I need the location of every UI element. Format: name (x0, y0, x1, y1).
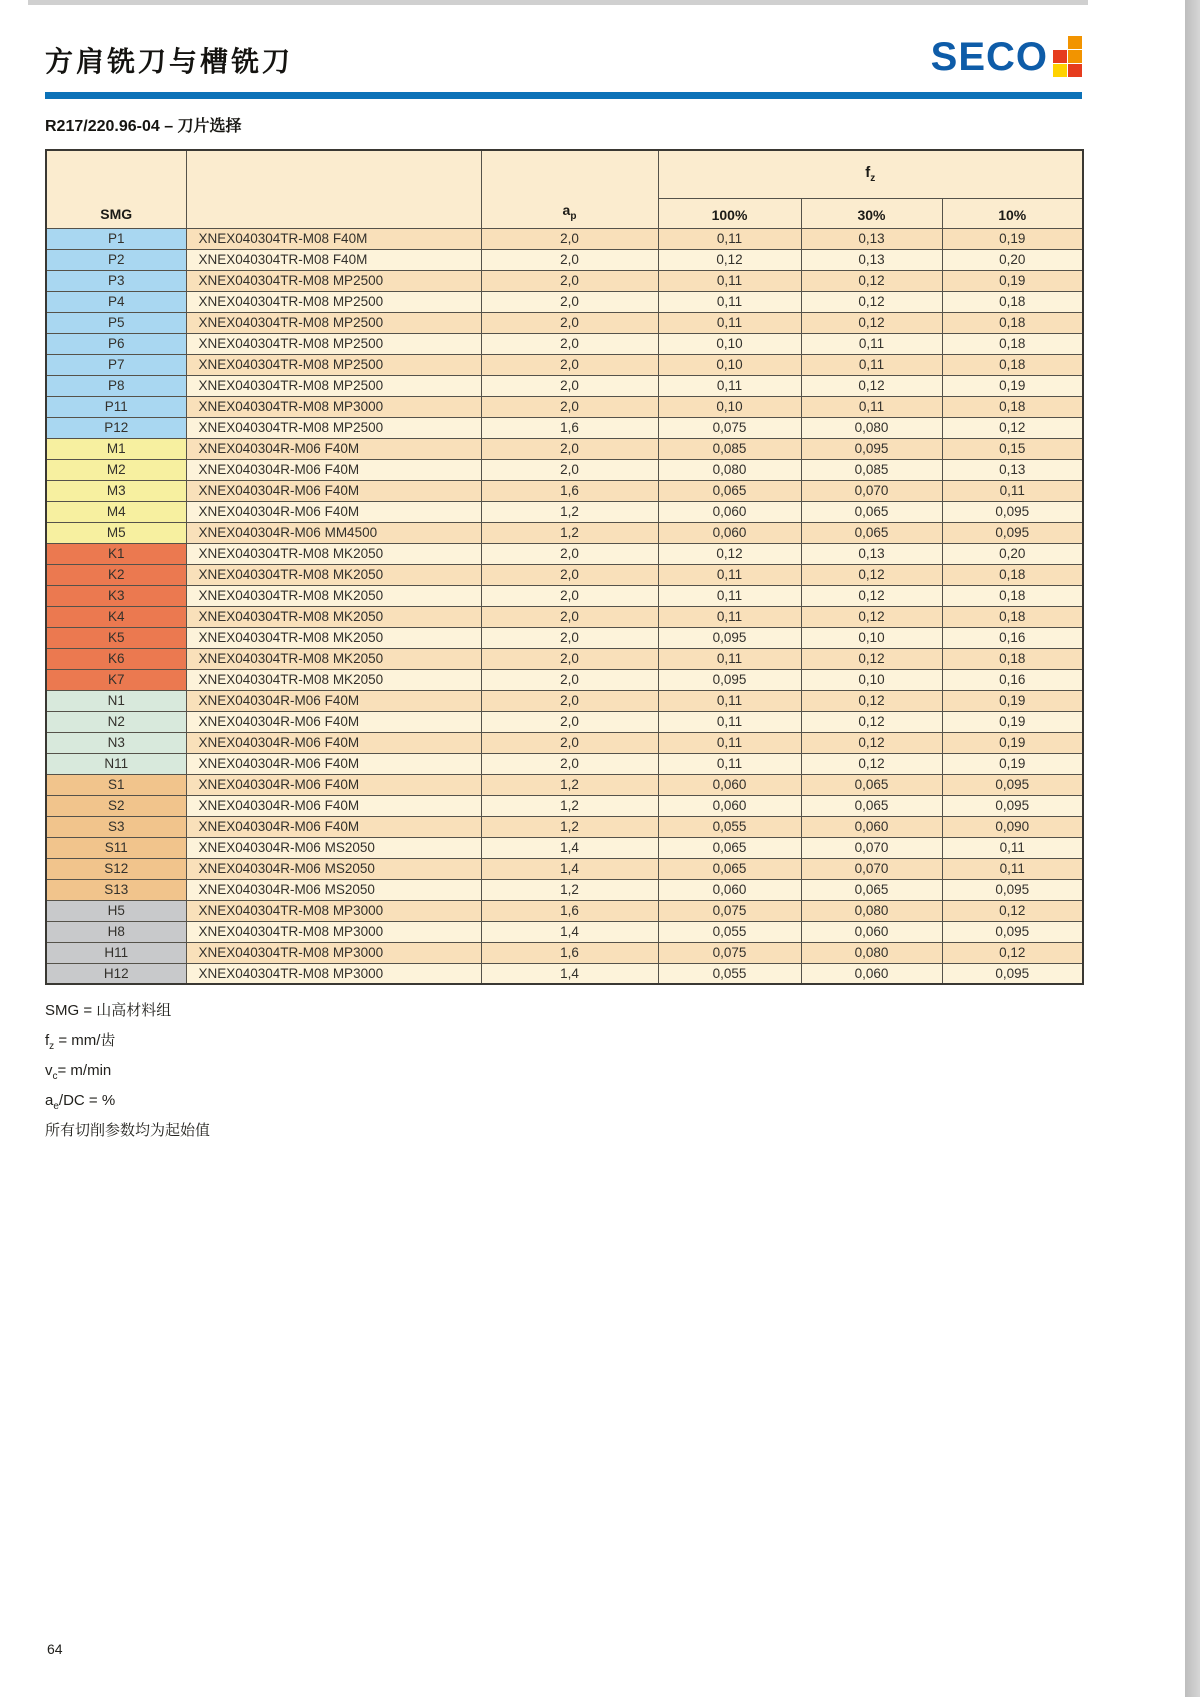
fz100-cell: 0,11 (658, 564, 801, 585)
fz30-cell: 0,12 (801, 606, 942, 627)
insert-cell: XNEX040304R-M06 F40M (186, 501, 481, 522)
fz30-cell: 0,060 (801, 816, 942, 837)
fz10-cell: 0,095 (942, 879, 1083, 900)
page-number: 64 (47, 1641, 63, 1657)
table-row (46, 438, 1083, 459)
fz100-cell: 0,12 (658, 249, 801, 270)
fz30-cell: 0,12 (801, 375, 942, 396)
fz10-cell: 0,095 (942, 963, 1083, 984)
smg-cell: S12 (46, 858, 186, 879)
fz10-cell: 0,095 (942, 501, 1083, 522)
insert-cell: XNEX040304TR-M08 F40M (186, 228, 481, 249)
table-row (46, 291, 1083, 312)
insert-cell: XNEX040304R-M06 F40M (186, 753, 481, 774)
page-title: 方肩铣刀与槽铣刀 (45, 46, 294, 77)
table-row (46, 417, 1083, 438)
fz30-cell: 0,065 (801, 795, 942, 816)
smg-cell: M2 (46, 459, 186, 480)
fz10-cell: 0,18 (942, 333, 1083, 354)
seco-logo-text: SECO (930, 34, 1048, 79)
fz10-cell: 0,18 (942, 564, 1083, 585)
ap-cell: 1,2 (481, 774, 658, 795)
smg-cell: K6 (46, 648, 186, 669)
fz30-cell: 0,12 (801, 711, 942, 732)
fz100-cell: 0,060 (658, 501, 801, 522)
ap-cell: 2,0 (481, 564, 658, 585)
ap-cell: 2,0 (481, 459, 658, 480)
fz100-cell: 0,065 (658, 858, 801, 879)
ap-cell: 1,2 (481, 879, 658, 900)
fz100-cell: 0,075 (658, 417, 801, 438)
fz30-cell: 0,12 (801, 291, 942, 312)
fz10-cell: 0,19 (942, 270, 1083, 291)
fz10-cell: 0,18 (942, 648, 1083, 669)
smg-cell: M4 (46, 501, 186, 522)
table-row (46, 753, 1083, 774)
smg-cell: S11 (46, 837, 186, 858)
fz10-cell: 0,19 (942, 375, 1083, 396)
fz100-cell: 0,11 (658, 711, 801, 732)
smg-cell: M3 (46, 480, 186, 501)
table-row (46, 228, 1083, 249)
smg-cell: K2 (46, 564, 186, 585)
fz100-cell: 0,085 (658, 438, 801, 459)
smg-cell: P7 (46, 354, 186, 375)
smg-cell: H11 (46, 942, 186, 963)
table-row (46, 690, 1083, 711)
smg-cell: P1 (46, 228, 186, 249)
insert-cell: XNEX040304TR-M08 MP2500 (186, 312, 481, 333)
smg-cell: S1 (46, 774, 186, 795)
fz30-cell: 0,12 (801, 270, 942, 291)
fz100-cell: 0,065 (658, 480, 801, 501)
fz100-cell: 0,11 (658, 228, 801, 249)
fz10-cell: 0,12 (942, 900, 1083, 921)
table-header (46, 150, 1083, 228)
table-row (46, 837, 1083, 858)
insert-cell: XNEX040304TR-M08 MK2050 (186, 543, 481, 564)
insert-cell: XNEX040304R-M06 F40M (186, 480, 481, 501)
table-row (46, 648, 1083, 669)
table-row (46, 795, 1083, 816)
table-row (46, 585, 1083, 606)
insert-cell: XNEX040304R-M06 F40M (186, 816, 481, 837)
fz100-cell: 0,12 (658, 543, 801, 564)
ap-cell: 2,0 (481, 312, 658, 333)
fz30-cell: 0,065 (801, 501, 942, 522)
ap-cell: 2,0 (481, 669, 658, 690)
footnote: $v_c= m/\min$ (45, 1062, 112, 1082)
fz10-cell: 0,095 (942, 921, 1083, 942)
insert-cell: XNEX040304TR-M08 MK2050 (186, 648, 481, 669)
fz100-cell: 0,095 (658, 627, 801, 648)
fz-group-header: $f_z$ (658, 150, 1083, 198)
fz100-cell: 0,11 (658, 606, 801, 627)
insert-selection-table (45, 149, 1084, 985)
fz30-cell: 0,13 (801, 228, 942, 249)
fz10-cell: 0,095 (942, 774, 1083, 795)
fz30-cell: 0,070 (801, 480, 942, 501)
fz100-cell: 0,11 (658, 291, 801, 312)
fz100-cell: 0,11 (658, 690, 801, 711)
table-body (46, 228, 1083, 984)
ap-cell: 2,0 (481, 438, 658, 459)
table-row (46, 543, 1083, 564)
insert-cell: XNEX040304R-M06 F40M (186, 774, 481, 795)
fz100-cell: 0,060 (658, 522, 801, 543)
fz100-cell: 0,11 (658, 753, 801, 774)
ap-cell: 2,0 (481, 354, 658, 375)
smg-cell: K4 (46, 606, 186, 627)
fz10-cell: 0,090 (942, 816, 1083, 837)
smg-cell: N2 (46, 711, 186, 732)
ap-cell: 2,0 (481, 585, 658, 606)
insert-cell: XNEX040304R-M06 F40M (186, 795, 481, 816)
insert-cell: XNEX040304TR-M08 MP3000 (186, 963, 481, 984)
insert-cell: XNEX040304TR-M08 MP2500 (186, 375, 481, 396)
insert-cell: XNEX040304R-M06 MM4500 (186, 522, 481, 543)
insert-cell: XNEX040304R-M06 MS2050 (186, 858, 481, 879)
table-row (46, 774, 1083, 795)
fz30-cell: 0,11 (801, 333, 942, 354)
footnote: SMG = 山高材料组 (45, 1002, 172, 1019)
smg-cell: N1 (46, 690, 186, 711)
fz10-cell: 0,18 (942, 606, 1083, 627)
fz-10-header: 10% (942, 198, 1083, 228)
smg-cell: M1 (46, 438, 186, 459)
fz100-cell: 0,095 (658, 669, 801, 690)
fz10-cell: 0,19 (942, 732, 1083, 753)
table-row (46, 312, 1083, 333)
fz10-cell: 0,19 (942, 228, 1083, 249)
insert-cell: XNEX040304TR-M08 MP3000 (186, 921, 481, 942)
ap-column-header: $a_p$ (481, 150, 658, 228)
fz100-cell: 0,060 (658, 774, 801, 795)
ap-cell: 1,6 (481, 417, 658, 438)
fz10-cell: 0,18 (942, 354, 1083, 375)
insert-cell: XNEX040304TR-M08 MK2050 (186, 606, 481, 627)
table-row (46, 942, 1083, 963)
fz30-cell: 0,080 (801, 417, 942, 438)
smg-cell: S2 (46, 795, 186, 816)
fz10-cell: 0,18 (942, 291, 1083, 312)
ap-cell: 2,0 (481, 270, 658, 291)
fz30-cell: 0,095 (801, 438, 942, 459)
fz30-cell: 0,11 (801, 354, 942, 375)
ap-cell: 1,4 (481, 963, 658, 984)
ap-cell: 2,0 (481, 753, 658, 774)
fz100-cell: 0,060 (658, 795, 801, 816)
smg-cell: N3 (46, 732, 186, 753)
table-row (46, 606, 1083, 627)
smg-cell: H12 (46, 963, 186, 984)
ap-cell: 1,2 (481, 522, 658, 543)
smg-cell: P5 (46, 312, 186, 333)
smg-cell: K5 (46, 627, 186, 648)
fz10-cell: 0,16 (942, 669, 1083, 690)
ap-cell: 2,0 (481, 375, 658, 396)
fz10-cell: 0,095 (942, 522, 1083, 543)
fz100-cell: 0,10 (658, 396, 801, 417)
table-row (46, 669, 1083, 690)
fz10-cell: 0,11 (942, 480, 1083, 501)
insert-cell: XNEX040304TR-M08 MP2500 (186, 417, 481, 438)
fz100-cell: 0,10 (658, 354, 801, 375)
insert-cell: XNEX040304TR-M08 MP2500 (186, 333, 481, 354)
fz30-cell: 0,12 (801, 564, 942, 585)
fz100-cell: 0,065 (658, 837, 801, 858)
fz100-cell: 0,11 (658, 312, 801, 333)
fz30-cell: 0,11 (801, 396, 942, 417)
fz100-cell: 0,075 (658, 900, 801, 921)
insert-cell: XNEX040304R-M06 F40M (186, 459, 481, 480)
insert-cell: XNEX040304TR-M08 MK2050 (186, 564, 481, 585)
fz10-cell: 0,18 (942, 585, 1083, 606)
table-row (46, 564, 1083, 585)
fz30-cell: 0,10 (801, 669, 942, 690)
ap-cell: 2,0 (481, 690, 658, 711)
fz10-cell: 0,19 (942, 711, 1083, 732)
smg-cell: P4 (46, 291, 186, 312)
fz10-cell: 0,11 (942, 858, 1083, 879)
smg-cell: N11 (46, 753, 186, 774)
smg-cell: P6 (46, 333, 186, 354)
table-row (46, 501, 1083, 522)
footnote: $a_e/DC$ = % (45, 1092, 116, 1112)
scan-edge-top (28, 0, 1088, 5)
smg-cell: K7 (46, 669, 186, 690)
smg-cell: K1 (46, 543, 186, 564)
table-row (46, 816, 1083, 837)
fz30-cell: 0,085 (801, 459, 942, 480)
ap-cell: 2,0 (481, 627, 658, 648)
fz10-cell: 0,095 (942, 795, 1083, 816)
table-row (46, 732, 1083, 753)
insert-cell: XNEX040304TR-M08 MP2500 (186, 270, 481, 291)
ap-cell: 2,0 (481, 291, 658, 312)
table-row (46, 396, 1083, 417)
insert-cell: XNEX040304TR-M08 F40M (186, 249, 481, 270)
smg-cell: P8 (46, 375, 186, 396)
fz100-cell: 0,11 (658, 732, 801, 753)
fz30-cell: 0,10 (801, 627, 942, 648)
fz30-cell: 0,080 (801, 942, 942, 963)
fz-30-header: 30% (801, 198, 942, 228)
insert-cell: XNEX040304R-M06 F40M (186, 690, 481, 711)
fz10-cell: 0,12 (942, 417, 1083, 438)
footnotes (45, 999, 1082, 1149)
smg-cell: P12 (46, 417, 186, 438)
ap-cell: 2,0 (481, 732, 658, 753)
fz10-cell: 0,11 (942, 837, 1083, 858)
smg-cell: P3 (46, 270, 186, 291)
footnote: 所有切削参数均为起始值 (45, 1122, 211, 1139)
fz100-cell: 0,11 (658, 585, 801, 606)
fz100-cell: 0,060 (658, 879, 801, 900)
insert-column-header (186, 150, 481, 228)
fz10-cell: 0,12 (942, 942, 1083, 963)
table-row (46, 627, 1083, 648)
table-row (46, 522, 1083, 543)
fz30-cell: 0,065 (801, 879, 942, 900)
ap-cell: 1,4 (481, 858, 658, 879)
ap-cell: 2,0 (481, 648, 658, 669)
insert-cell: XNEX040304TR-M08 MK2050 (186, 585, 481, 606)
ap-cell: 1,6 (481, 900, 658, 921)
page-content (45, 28, 1082, 1149)
table-row (46, 858, 1083, 879)
ap-cell: 1,6 (481, 480, 658, 501)
fz10-cell: 0,20 (942, 249, 1083, 270)
table-row (46, 963, 1083, 984)
table-row (46, 921, 1083, 942)
fz100-cell: 0,080 (658, 459, 801, 480)
page-header (45, 28, 1082, 84)
smg-cell: H8 (46, 921, 186, 942)
fz100-cell: 0,10 (658, 333, 801, 354)
ap-cell: 1,6 (481, 942, 658, 963)
ap-cell: 1,4 (481, 921, 658, 942)
fz30-cell: 0,060 (801, 921, 942, 942)
fz30-cell: 0,065 (801, 522, 942, 543)
smg-column-header: SMG (46, 150, 186, 228)
table-row (46, 459, 1083, 480)
fz30-cell: 0,12 (801, 690, 942, 711)
ap-cell: 1,2 (481, 795, 658, 816)
footnote: $f_z = mm/$齿 (45, 1032, 116, 1052)
insert-cell: XNEX040304R-M06 MS2050 (186, 837, 481, 858)
fz10-cell: 0,18 (942, 396, 1083, 417)
insert-cell: XNEX040304TR-M08 MP3000 (186, 396, 481, 417)
table-row (46, 249, 1083, 270)
fz30-cell: 0,12 (801, 753, 942, 774)
table-row (46, 900, 1083, 921)
fz100-cell: 0,11 (658, 648, 801, 669)
seco-logo (931, 36, 1082, 77)
fz10-cell: 0,15 (942, 438, 1083, 459)
fz30-cell: 0,060 (801, 963, 942, 984)
table-row (46, 270, 1083, 291)
fz10-cell: 0,19 (942, 690, 1083, 711)
fz10-cell: 0,16 (942, 627, 1083, 648)
header-divider (45, 92, 1082, 99)
ap-cell: 1,2 (481, 501, 658, 522)
ap-cell: 2,0 (481, 711, 658, 732)
insert-cell: XNEX040304TR-M08 MP2500 (186, 354, 481, 375)
ap-cell: 1,2 (481, 816, 658, 837)
table-row (46, 711, 1083, 732)
insert-cell: XNEX040304TR-M08 MK2050 (186, 627, 481, 648)
table-row (46, 879, 1083, 900)
fz10-cell: 0,19 (942, 753, 1083, 774)
fz30-cell: 0,070 (801, 837, 942, 858)
fz30-cell: 0,12 (801, 585, 942, 606)
ap-cell: 2,0 (481, 543, 658, 564)
fz10-cell: 0,13 (942, 459, 1083, 480)
fz30-cell: 0,080 (801, 900, 942, 921)
smg-cell: P2 (46, 249, 186, 270)
insert-cell: XNEX040304R-M06 F40M (186, 711, 481, 732)
fz-100-header: 100% (658, 198, 801, 228)
ap-cell: 1,4 (481, 837, 658, 858)
smg-cell: M5 (46, 522, 186, 543)
ap-cell: 2,0 (481, 249, 658, 270)
scan-edge-right (1185, 0, 1200, 1697)
ap-cell: 2,0 (481, 228, 658, 249)
fz30-cell: 0,065 (801, 774, 942, 795)
fz100-cell: 0,075 (658, 942, 801, 963)
fz10-cell: 0,18 (942, 312, 1083, 333)
seco-pixel-mark-icon (1053, 36, 1082, 77)
ap-cell: 2,0 (481, 333, 658, 354)
smg-cell: S13 (46, 879, 186, 900)
smg-cell: H5 (46, 900, 186, 921)
smg-cell: S3 (46, 816, 186, 837)
insert-cell: XNEX040304R-M06 MS2050 (186, 879, 481, 900)
fz100-cell: 0,055 (658, 921, 801, 942)
table-row (46, 480, 1083, 501)
insert-cell: XNEX040304TR-M08 MP3000 (186, 900, 481, 921)
ap-cell: 2,0 (481, 606, 658, 627)
table-row (46, 354, 1083, 375)
insert-cell: XNEX040304TR-M08 MP2500 (186, 291, 481, 312)
insert-cell: XNEX040304R-M06 F40M (186, 438, 481, 459)
smg-cell: K3 (46, 585, 186, 606)
fz30-cell: 0,070 (801, 858, 942, 879)
fz30-cell: 0,12 (801, 312, 942, 333)
smg-cell: P11 (46, 396, 186, 417)
fz100-cell: 0,055 (658, 816, 801, 837)
table-row (46, 333, 1083, 354)
section-title: R217/220.96-04 – 刀片选择 (45, 118, 242, 135)
fz100-cell: 0,11 (658, 375, 801, 396)
insert-cell: XNEX040304R-M06 F40M (186, 732, 481, 753)
fz30-cell: 0,13 (801, 543, 942, 564)
ap-cell: 2,0 (481, 396, 658, 417)
table-row (46, 375, 1083, 396)
fz100-cell: 0,11 (658, 270, 801, 291)
fz30-cell: 0,12 (801, 732, 942, 753)
insert-cell: XNEX040304TR-M08 MK2050 (186, 669, 481, 690)
fz30-cell: 0,13 (801, 249, 942, 270)
fz100-cell: 0,055 (658, 963, 801, 984)
fz10-cell: 0,20 (942, 543, 1083, 564)
insert-cell: XNEX040304TR-M08 MP3000 (186, 942, 481, 963)
fz30-cell: 0,12 (801, 648, 942, 669)
